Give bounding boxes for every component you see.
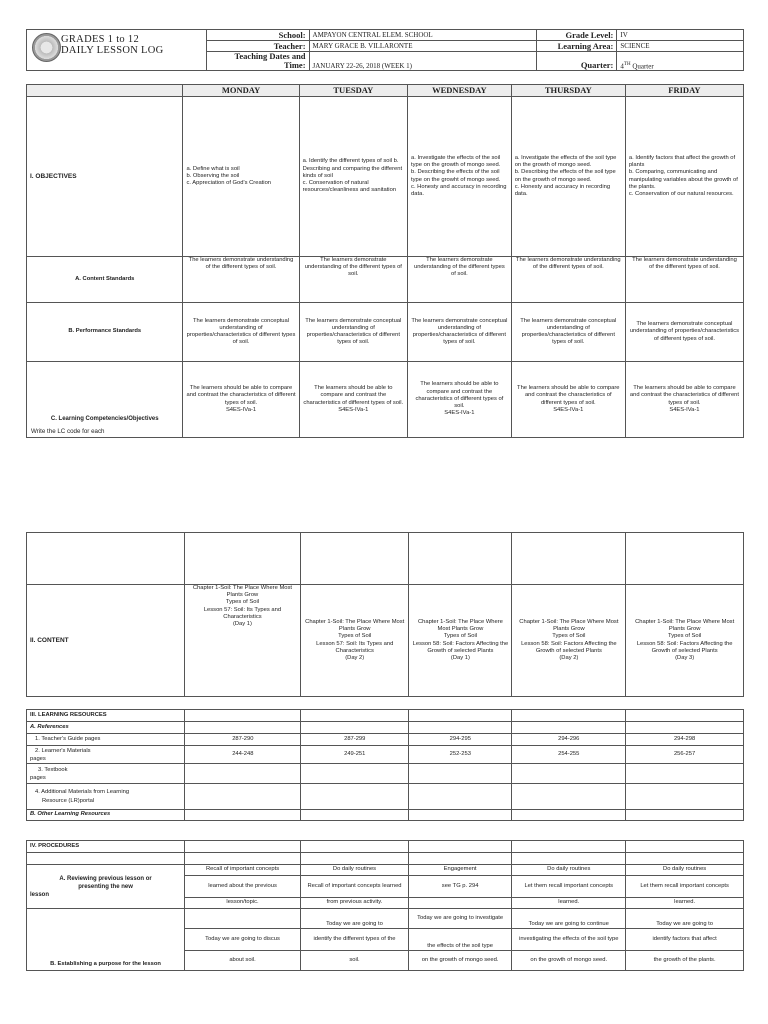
- competencies-label-cell: [27, 362, 183, 438]
- continuation-row: [27, 533, 744, 585]
- teacher-value: MARY GRACE B. VILLARONTE: [309, 41, 537, 52]
- purpose-row-1: B. Establishing a purpose for the lesson Today we are going to Today we are going to investigate Today we are going to continue Today we are going to: [27, 909, 744, 929]
- teacher-label: Teacher:: [207, 41, 309, 52]
- performance-standards-row: [27, 303, 744, 362]
- content-friday: Chapter 1-Soil: The Place Where Most Plants Grow Types of Soil Lesson 58: Soil: Factors Affecting the Growth of selected Plants (Day 3): [626, 585, 744, 697]
- procedures-table: [26, 840, 744, 971]
- performance-standards-friday: The learners demonstrate conceptual understanding of properties/characteristics of different types of soil.: [625, 303, 743, 362]
- lesson-grid-lower: [26, 532, 744, 697]
- doc-title-line2: DAILY LESSON LOG: [61, 45, 164, 56]
- learning-resources-table: [26, 709, 744, 821]
- content-thursday: Chapter 1-Soil: The Place Where Most Plants Grow Types of Soil Lesson 58: Soil: Factors Affecting the Growth of selected Plants (Day 2): [512, 585, 626, 697]
- objectives-thursday: a. Investigate the effects of the soil type on the growth of mongo seed. b. Describing the effects of the soil type on the growth of mongo seed. c. Honesty and accuracy in recording data.: [511, 97, 625, 257]
- objectives-row: [27, 97, 744, 257]
- day-header-thursday: THURSDAY: [511, 85, 625, 97]
- purpose-row-2: Today we are going to discus identify the different types of the the effects of the soil type investigating the effects of the soil type identify factors that affect: [27, 929, 744, 951]
- content-standards-thursday: The learners demonstrate understanding of the different types of soil.: [511, 257, 625, 303]
- review-row-1: A. Reviewing previous lesson or presenting the new lesson Recall of important concepts Do daily routines Engagement Do daily routines Do daily routines: [27, 865, 744, 876]
- quarter-value: 4TH Quarter: [617, 52, 744, 71]
- competencies-label: C. Learning Competencies/Objectives: [50, 415, 159, 422]
- header-table: [26, 29, 744, 71]
- performance-standards-label: B. Performance Standards: [27, 303, 183, 362]
- content-wednesday: Chapter 1-Soil: The Place Where Most Plants Grow Types of Soil Lesson 58: Soil: Factors Affecting the Growth of selected Plants (Day 1): [409, 585, 512, 697]
- content-label: II. CONTENT: [27, 585, 185, 697]
- objectives-tuesday: a. Identify the different types of soil b. Describing and comparing the different kinds of soil c. Conservation of natural resources/cleanliness and sanitation: [299, 97, 407, 257]
- learning-area-label: Learning Area:: [537, 41, 617, 52]
- school-label: School:: [207, 30, 309, 41]
- review-label: A. Reviewing previous lesson or presenting the new lesson: [27, 865, 185, 909]
- objectives-label: I. OBJECTIVES: [27, 97, 183, 257]
- competencies-monday: The learners should be able to compare and contrast the characteristics of different types of soil. S4ES-IVa-1: [183, 362, 299, 438]
- competencies-sublabel: Write the LC code for each: [31, 427, 105, 435]
- additional-materials-label: 4. Additional Materials from Learning Resource (LR)portal: [27, 784, 185, 810]
- competencies-thursday: The learners should be able to compare and contrast the characteristics of different types of soil. S4ES-IVa-1: [511, 362, 625, 438]
- content-standards-friday: The learners demonstrate understanding of the different types of soil.: [625, 257, 743, 303]
- objectives-friday: a. Identify factors that affect the growth of plants b. Comparing, communicating and manipulating variables about the growth of the plants. c. Conservation of our natural resources.: [625, 97, 743, 257]
- doc-title-line1: GRADES 1 to 12: [61, 34, 139, 45]
- review-row-2: learned about the previous Recall of important concepts learned see TG p. 294 Let them recall important concepts Let them recall important concepts: [27, 876, 744, 898]
- objectives-monday: a. Define what is soil b. Observing the soil c. Appreciation of God's Creation: [183, 97, 299, 257]
- teaching-dates-label: Teaching Dates and Time:: [207, 52, 309, 71]
- competencies-friday: The learners should be able to compare and contrast the characteristics of different types of soil. S4ES-IVa-1: [625, 362, 743, 438]
- content-standards-wednesday: The learners demonstrate understanding of the different types of soil.: [408, 257, 512, 303]
- content-row: [27, 585, 744, 697]
- lesson-grid-upper: [26, 84, 744, 438]
- other-resources-label: B. Other Learning Resources: [27, 810, 185, 821]
- competencies-wednesday: The learners should be able to compare and contrast the characteristics of different types of soil. S4ES-IVa-1: [408, 362, 512, 438]
- day-header-blank: [27, 85, 183, 97]
- performance-standards-thursday: The learners demonstrate conceptual understanding of properties/characteristics of different types of soil.: [511, 303, 625, 362]
- content-tuesday: Chapter 1-Soil: The Place Where Most Plants Grow Types of Soil Lesson 57: Soil: Its Types and Characteristics (Day 2): [301, 585, 409, 697]
- textbook-label: 3. Textbook pages: [27, 764, 185, 784]
- performance-standards-monday: The learners demonstrate conceptual understanding of properties/characteristics of different types of soil.: [183, 303, 299, 362]
- day-header-row: [27, 85, 744, 97]
- review-row-3: lesson/topic. from previous activity. learned. learned.: [27, 898, 744, 909]
- purpose-label: B. Establishing a purpose for the lesson: [27, 909, 185, 971]
- deped-seal-icon: [32, 33, 61, 62]
- textbook-row: [27, 764, 744, 784]
- performance-standards-wednesday: The learners demonstrate conceptual understanding of properties/characteristics of different types of soil.: [408, 303, 512, 362]
- day-header-wednesday: WEDNESDAY: [408, 85, 512, 97]
- learning-area-value: SCIENCE: [617, 41, 744, 52]
- learners-materials-row: 2. Learner's Materials pages 244-248 249-251 252-253 254-255 256-257: [27, 746, 744, 764]
- performance-standards-tuesday: The learners demonstrate conceptual understanding of properties/characteristics of different types of soil.: [299, 303, 407, 362]
- competencies-tuesday: The learners should be able to compare and contrast the characteristics of different types of soil. S4ES-IVa-1: [299, 362, 407, 438]
- competencies-row: [27, 362, 744, 438]
- content-standards-label: A. Content Standards: [27, 257, 183, 303]
- logo-title-cell: [27, 30, 207, 71]
- additional-materials-row: [27, 784, 744, 810]
- teachers-guide-row: 1. Teacher's Guide pages 287-290 287-299 294-295 294-296 294-298: [27, 734, 744, 746]
- content-monday: Chapter 1-Soil: The Place Where Most Plants Grow Types of Soil Lesson 57: Soil: Its Types and Characteristics (Day 1): [184, 585, 300, 697]
- content-standards-tuesday: The learners demonstrate understanding of the different types of soil.: [299, 257, 407, 303]
- teaching-dates-value: JANUARY 22-26, 2018 (WEEK 1): [309, 52, 537, 71]
- content-standards-monday: The learners demonstrate understanding of the different types of soil.: [183, 257, 299, 303]
- school-value: AMPAYON CENTRAL ELEM. SCHOOL: [309, 30, 537, 41]
- objectives-wednesday: a. Investigate the effects of the soil type on the growth of mongo seed. b. Describing the effects of the soil type on the growht of mongo seed. c. Honesty and accuracy in recording data.: [408, 97, 512, 257]
- day-header-tuesday: TUESDAY: [299, 85, 407, 97]
- procedures-label: IV. PROCEDURES: [27, 841, 185, 853]
- learners-materials-label: 2. Learner's Materials pages: [27, 746, 185, 764]
- grade-level-value: IV: [617, 30, 744, 41]
- day-header-friday: FRIDAY: [625, 85, 743, 97]
- grade-level-label: Grade Level:: [537, 30, 617, 41]
- content-standards-row: [27, 257, 744, 303]
- learning-resources-label: III. LEARNING RESOURCES: [27, 710, 185, 722]
- references-label: A. References: [27, 722, 185, 734]
- teachers-guide-label: 1. Teacher's Guide pages: [27, 734, 185, 746]
- purpose-row-3: about soil. soil. on the growth of mongo seed. on the growth of mongo seed. the growth of the plants.: [27, 951, 744, 971]
- quarter-label: Quarter:: [537, 52, 617, 71]
- day-header-monday: MONDAY: [183, 85, 299, 97]
